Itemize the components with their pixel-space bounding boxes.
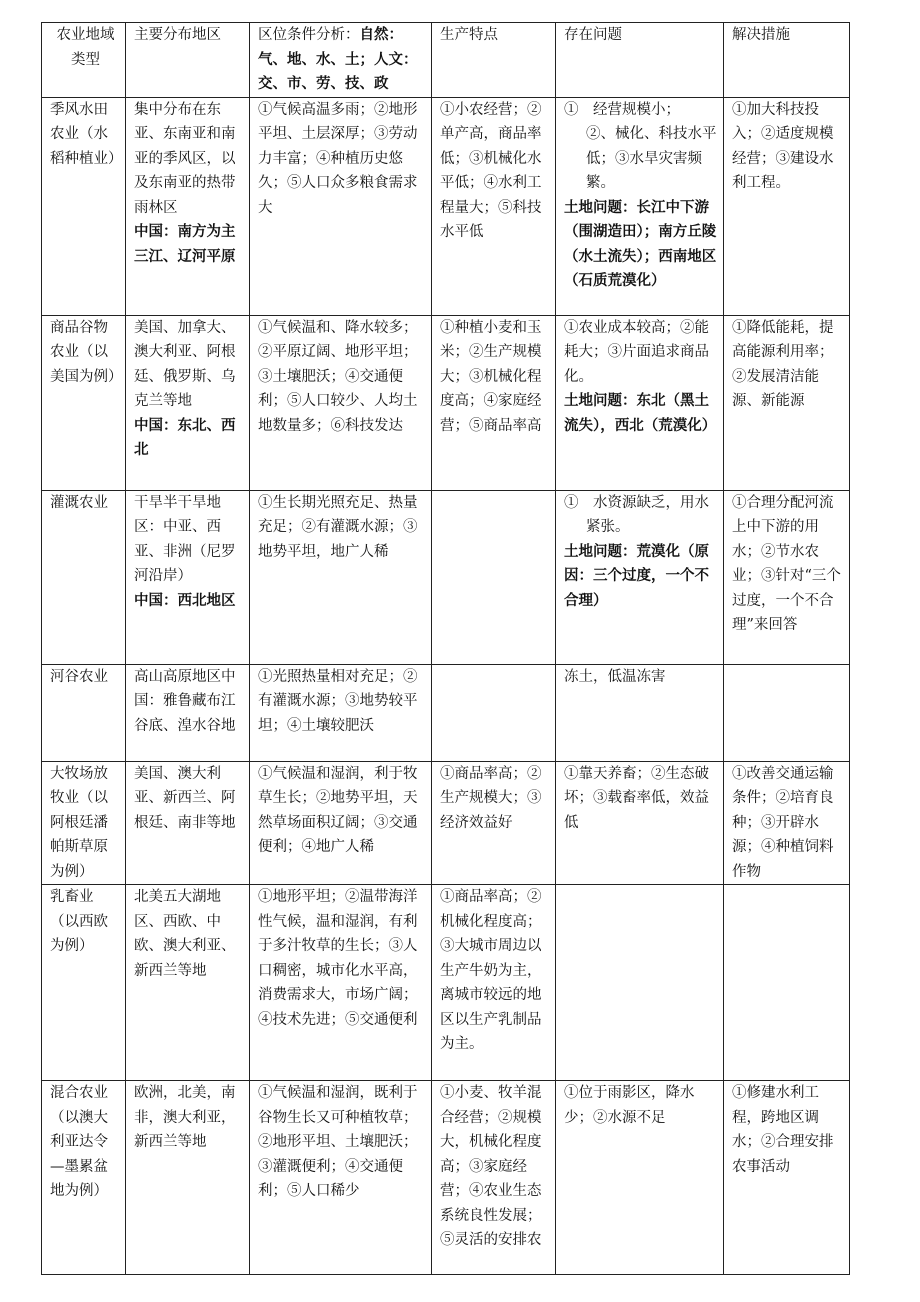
area-bold: 中国：东北、西北	[134, 416, 236, 458]
table-row	[42, 315, 850, 490]
cell-type: 乳畜业（以西欧为例）	[42, 885, 126, 1081]
cell-solutions: ①加大科技投入；②适度规模经营；③建设水利工程。	[724, 97, 850, 315]
table-row	[42, 664, 850, 761]
cell-problems: ①靠天养畜；②生态破坏；③载畜率低，效益低	[556, 761, 724, 885]
header-location	[250, 23, 432, 98]
cell-solutions: ①修建水利工程，跨地区调水；②合理安排农事活动	[724, 1081, 850, 1275]
header-features: 生产特点	[432, 23, 556, 98]
cell-area	[126, 490, 250, 664]
area-text: 美国、加拿大、澳大利亚、阿根廷、俄罗斯、乌克兰等地	[134, 319, 236, 409]
cell-area	[126, 97, 250, 315]
cell-area: 北美五大湖地区、西欧、中欧、澳大利亚、新西兰等地	[126, 885, 250, 1081]
cell-features: ①小农经营；②单产高，商品率低；③机械化水平低；④水利工程量大；⑤科技水平低	[432, 97, 556, 315]
cell-features: ①商品率高；②生产规模大；③经济效益好	[432, 761, 556, 885]
header-problems: 存在问题	[556, 23, 724, 98]
cell-location: ①地形平坦；②温带海洋性气候，温和湿润，有利于多汁牧草的生长；③人口稠密，城市化水平高，消费需求大，市场广阔；④技术先进；⑤交通便利	[250, 885, 432, 1081]
problems-text: ① 水资源缺乏，用水紧张。	[564, 494, 709, 535]
area-bold-1: 中国：南方为主	[134, 223, 236, 240]
cell-solutions: ①合理分配河流上中下游的用水；②节水农业；③针对“三个过度，一个不合理”来回答	[724, 490, 850, 664]
area-bold: 中国：西北地区	[134, 591, 236, 609]
cell-features: ①商品率高；②机械化程度高；③大城市周边以生产牛奶为主，离城市较远的地区以生产乳制品为主。	[432, 885, 556, 1081]
header-location-prefix: 区位条件分析：	[258, 27, 360, 43]
problems-line-2: ②、械化、科技水平低；③水旱灾害频繁。	[586, 126, 717, 191]
cell-type: 河谷农业	[42, 664, 126, 761]
header-row	[42, 23, 850, 98]
cell-location: ①气候温和、降水较多；②平原辽阔、地形平坦；③土壤肥沃；④交通便利；⑤人口较少、人均土地数量多；⑥科技发达	[250, 315, 432, 490]
cell-type: 大牧场放牧业（以阿根廷潘帕斯草原为例）	[42, 761, 126, 885]
table-row	[42, 885, 850, 1081]
cell-location: ①气候高温多雨；②地形平坦、土层深厚；③劳动力丰富；④种植历史悠久；⑤人口众多粮食需求大	[250, 97, 432, 315]
cell-problems: ①位于雨影区，降水少；②水源不足	[556, 1081, 724, 1275]
cell-features: ①小麦、牧羊混合经营；②规模大，机械化程度高；③家庭经营；④农业生态系统良性发展；⑤灵活的安排农	[432, 1081, 556, 1275]
cell-features: ①种植小麦和玉米；②生产规模大；③机械化程度高；④家庭经营；⑤商品率高	[432, 315, 556, 490]
table-row	[42, 490, 850, 664]
cell-area: 欧洲，北美，南非，澳大利亚，新西兰等地	[126, 1081, 250, 1275]
agriculture-table	[41, 22, 850, 1275]
table-row	[42, 97, 850, 315]
cell-problems: 冻土，低温冻害	[556, 664, 724, 761]
table-row	[42, 1081, 850, 1275]
header-location-bold: 自然：气、地、水、土；人文：交、市、劳、技、政	[258, 26, 418, 92]
problems-text: ①农业成本较高；②能耗大；③片面追求商品化。	[564, 319, 709, 385]
header-type: 农业地域类型	[42, 23, 126, 98]
problems-bold: 土地问题：长江中下游（围湖造田）；南方丘陵（水土流失）；西南地区（石质荒漠化）	[564, 198, 717, 289]
cell-type: 季风水田农业（水稻种植业）	[42, 97, 126, 315]
area-bold-2: 三江、辽河平原	[134, 247, 236, 265]
cell-area: 高山高原地区中国：雅鲁藏布江谷底、湟水谷地	[126, 664, 250, 761]
cell-location: ①生长期光照充足、热量充足；②有灌溉水源；③地势平坦，地广人稀	[250, 490, 432, 664]
cell-location: ①光照热量相对充足；②有灌溉水源；③地势较平坦；④土壤较肥沃	[250, 664, 432, 761]
cell-location: ①气候温和湿润，利于牧草生长；②地势平坦，天然草场面积辽阔；③交通便利；④地广人稀	[250, 761, 432, 885]
cell-features	[432, 664, 556, 761]
cell-problems	[556, 315, 724, 490]
header-solutions: 解决措施	[724, 23, 850, 98]
problems-bold: 土地问题：东北（黑土流失），西北（荒漠化）	[564, 392, 717, 434]
cell-solutions	[724, 885, 850, 1081]
document-page	[41, 22, 849, 1275]
problems-bold: 土地问题：荒漠化（原因：三个过度，一个不合理）	[564, 542, 709, 609]
cell-area	[126, 315, 250, 490]
cell-problems	[556, 885, 724, 1081]
cell-type: 商品谷物农业（以美国为例）	[42, 315, 126, 490]
cell-area: 美国、澳大利亚、新西兰、阿根廷、南非等地	[126, 761, 250, 885]
cell-location: ①气候温和湿润，既利于谷物生长又可种植牧草；②地形平坦、土壤肥沃；③灌溉便利；④交通便利；⑤人口稀少	[250, 1081, 432, 1275]
problems-line-1: ① 经营规模小；	[564, 101, 680, 118]
cell-solutions	[724, 664, 850, 761]
area-text: 集中分布在东亚、东南亚和南亚的季风区，以及东南亚的热带雨林区	[134, 101, 236, 216]
area-text: 干旱半干旱地区：中亚、西亚、非洲（尼罗河沿岸）	[134, 494, 236, 584]
header-area: 主要分布地区	[126, 23, 250, 98]
cell-problems	[556, 490, 724, 664]
cell-solutions: ①降低能耗，提高能源利用率；②发展清洁能源、新能源	[724, 315, 850, 490]
cell-type: 混合农业（以澳大利亚达令—墨累盆地为例）	[42, 1081, 126, 1275]
cell-type: 灌溉农业	[42, 490, 126, 664]
cell-features	[432, 490, 556, 664]
cell-solutions: ①改善交通运输条件；②培育良种；③开辟水源；④种植饲料作物	[724, 761, 850, 885]
table-row	[42, 761, 850, 885]
cell-problems	[556, 97, 724, 315]
